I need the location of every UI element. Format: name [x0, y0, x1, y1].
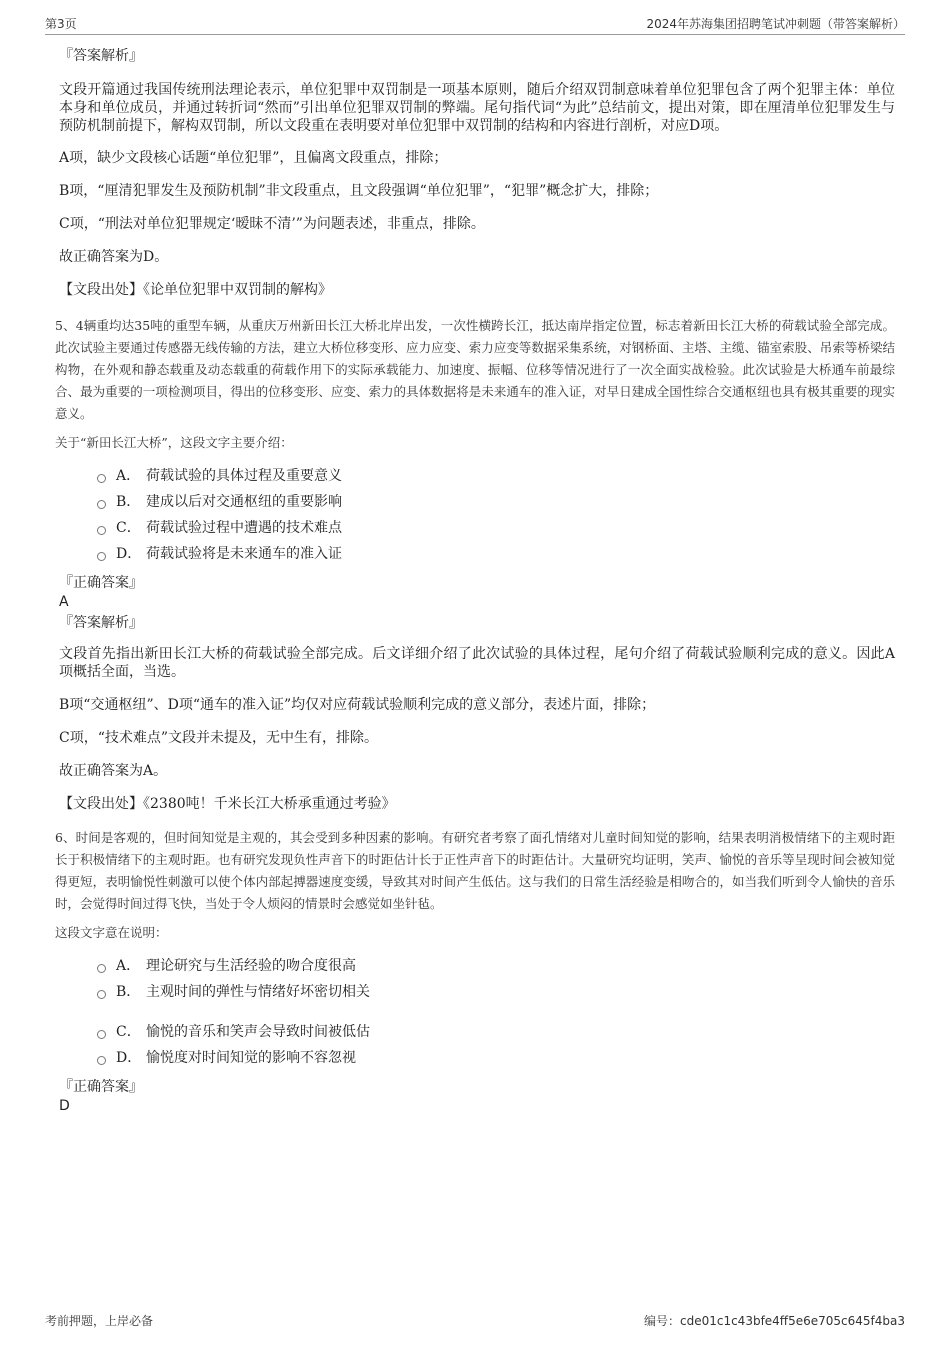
radio-icon[interactable]: [97, 526, 106, 535]
question-stem: 关于“新田长江大桥”，这段文字主要介绍：: [55, 435, 293, 450]
radio-icon[interactable]: [97, 964, 106, 973]
option-a[interactable]: A． 荷载试验的具体过程及重要意义: [97, 463, 895, 489]
page-header: [45, 12, 905, 35]
analysis-paragraph: 文段首先指出新田长江大桥的荷载试验全部完成。后文详细介绍了此次试验的具体过程，尾句介绍了荷载试验顺利完成的意义。因此A项概括全面，当选。: [59, 646, 895, 680]
option-label: 愉悦的音乐和笑声会导致时间被低估: [146, 1024, 370, 1040]
radio-icon[interactable]: [97, 474, 106, 483]
page-number: 第3页: [45, 17, 77, 31]
analysis-paragraph: 文段开篇通过我国传统刑法理论表示，单位犯罪中双罚制是一项基本原则，随后介绍双罚制意味着单位犯罪包含了两个犯罪主体：单位本身和单位成员，并通过转折词“然而”引出单位犯罪双罚制的弊端。尾句指代词“为此”总结前文，提出对策，即在厘清单位犯罪发生与预防机制前提下，解构双罚制，所以文段重在表明要对单位犯罪中双罚制的结构和内容进行剖析，对应D项。: [59, 82, 895, 134]
question-text: 5、4辆重均达35吨的重型车辆，从重庆万州新田长江大桥北岸出发，一次性横跨长江，抵达南岸指定位置，标志着新田长江大桥的荷载试验全部完成。此次试验主要通过传感器无线传输的方法，建立大桥位移变形、应力应变、索力应变等数据采集系统，对钢桥面、主塔、主缆、锚室索股、吊索等桥梁结构物，在外观和静态载重及动态载重的荷载作用下的实际承载能力、加速度、振幅、位移等情况进行了一次全面实战检验。此次试验是大桥通车前最综合、最为重要的一项检测项目，得出的位移变形、应变、索力的具体数据将是未来通车的准入证，对早日建成全国性综合交通枢纽也具有极其重要的现实意义。: [55, 318, 895, 421]
radio-icon[interactable]: [97, 552, 106, 561]
option-label: 荷载试验过程中遭遇的技术难点: [146, 520, 342, 536]
question-text: 6、时间是客观的，但时间知觉是主观的，其会受到多种因素的影响。有研究者考察了面孔情绪对儿童时间知觉的影响，结果表明消极情绪下的主观时距长于积极情绪下的主观时距。也有研究发现负性声音下的时距估计长于正性声音下的时距估计。大量研究均证明，笑声、愉悦的音乐等呈现时间会被知觉得更短，表明愉悦性刺激可以使个体内部起搏器速度变缓，导致其对时间产生低估。这与我们的日常生活经验是相吻合的，如当我们听到令人愉快的音乐时，会觉得时间过得飞快，当处于令人烦闷的情景时会感觉如坐针毡。: [55, 830, 895, 911]
answer-value: D: [59, 1098, 70, 1114]
radio-icon[interactable]: [97, 1030, 106, 1039]
analysis-paragraph: C项，“技术难点”文段并未提及，无中生有，排除。: [59, 730, 379, 746]
analysis-label: 『答案解析』: [59, 615, 143, 631]
answer-value: A: [59, 594, 69, 610]
document-title: 2024年苏海集团招聘笔试冲刺题（带答案解析）: [646, 17, 905, 31]
option-list: [97, 463, 895, 567]
option-c[interactable]: C． 荷载试验过程中遭遇的技术难点: [97, 515, 895, 541]
analysis-label: 『答案解析』: [59, 48, 143, 64]
option-d[interactable]: D． 愉悦度对时间知觉的影响不容忽视: [97, 1045, 895, 1071]
option-a[interactable]: A． 理论研究与生活经验的吻合度很高: [97, 953, 895, 979]
document-id: 编号：cde01c1c43bfe4ff5e6e705c645f4ba3: [643, 1314, 905, 1328]
footer-slogan: 考前押题，上岸必备: [45, 1314, 154, 1328]
analysis-paragraph: 故正确答案为A。: [59, 763, 168, 779]
source-citation: 【文段出处】《论单位犯罪中双罚制的解构》: [59, 282, 332, 298]
option-c[interactable]: C． 愉悦的音乐和笑声会导致时间被低估: [97, 1019, 895, 1045]
question-stem: 这段文字意在说明：: [55, 925, 168, 940]
option-label: 荷载试验将是未来通车的准入证: [146, 546, 342, 562]
radio-icon[interactable]: [97, 1056, 106, 1065]
answer-label: 『正确答案』: [59, 1079, 143, 1095]
option-b[interactable]: B． 主观时间的弹性与情绪好坏密切相关: [97, 979, 895, 1005]
page-footer: [45, 1312, 905, 1332]
analysis-paragraph: A项，缺少文段核心话题“单位犯罪”，且偏离文段重点，排除；: [59, 150, 448, 166]
option-list: [97, 953, 895, 1071]
option-d[interactable]: D． 荷载试验将是未来通车的准入证: [97, 541, 895, 567]
analysis-paragraph: B项，“厘清犯罪发生及预防机制”非文段重点，且文段强调“单位犯罪”，“犯罪”概念扩大，排除；: [59, 183, 659, 199]
option-label: 主观时间的弹性与情绪好坏密切相关: [146, 984, 370, 1000]
analysis-paragraph: B项“交通枢纽”、D项“通车的准入证”均仅对应荷载试验顺利完成的意义部分，表述片面，排除；: [59, 697, 656, 713]
radio-icon[interactable]: [97, 500, 106, 509]
option-label: 建成以后对交通枢纽的重要影响: [146, 494, 342, 510]
radio-icon[interactable]: [97, 990, 106, 999]
option-label: 愉悦度对时间知觉的影响不容忽视: [146, 1050, 356, 1066]
question-5: [55, 315, 895, 813]
document-body: [55, 46, 895, 1115]
option-label: 理论研究与生活经验的吻合度很高: [146, 958, 356, 974]
option-b[interactable]: B． 建成以后对交通枢纽的重要影响: [97, 489, 895, 515]
source-citation: 【文段出处】《2380吨！千米长江大桥承重通过考验》: [59, 796, 396, 812]
analysis-paragraph: C项，“刑法对单位犯罪规定‘暧昧不清’”为问题表述，非重点，排除。: [59, 216, 485, 232]
option-label: 荷载试验的具体过程及重要意义: [146, 468, 342, 484]
answer-label: 『正确答案』: [59, 575, 143, 591]
q4-analysis-section: [55, 46, 895, 299]
analysis-paragraph: 故正确答案为D。: [59, 249, 169, 265]
question-6: [55, 827, 895, 1115]
